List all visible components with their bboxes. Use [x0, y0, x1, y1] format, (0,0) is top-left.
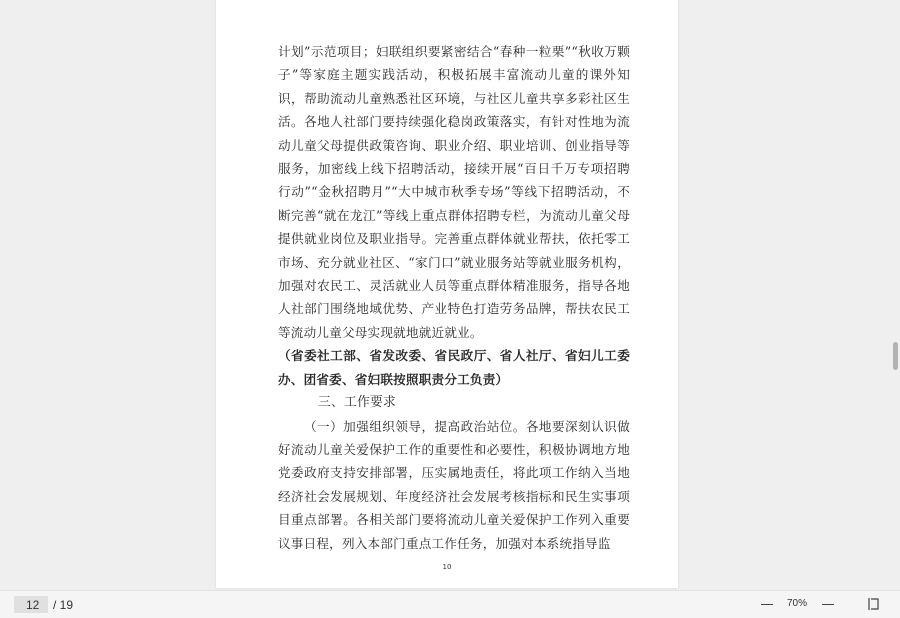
zoom-level: 70%: [787, 598, 808, 609]
vertical-scrollbar[interactable]: [892, 0, 900, 590]
scrollbar-thumb[interactable]: [893, 342, 898, 370]
body-paragraph: 计划”示范项目；妇联组织要紧密结合“春种一粒栗”“秋收万颗子”等家庭主题实践活动，积极拓展丰富流动儿童的课外知识，帮助流动儿童熟悉社区环境，与社区儿童共享多彩社区生活。各地人社部门要持续强化稳岗政策落实，有针对性地为流动儿童父母提供政策咨询、职业介绍、职业培训、创业指导等服务，加密线上线下招聘活动，接续开展“百日千万专项招聘行动”“金秋招聘月”“大中城市秋季专场”等线下招聘活动，不断完善“就在龙江”等线上重点群体招聘专栏，为流动儿童父母提供就业岗位及职业指导。完善重点群体就业帮扶，依托零工市场、充分就业社区、“家门口”就业服务站等就业服务机构，加强对农民工、灵活就业人员等重点群体精准服务，指导各地人社部门围绕地域优势、产业特色打造劳务品牌，帮扶农民工等流动儿童父母实现就地就近就业。: [278, 44, 630, 340]
page-number: 10: [442, 563, 452, 571]
pdf-page: [216, 0, 678, 588]
viewer-toolbar: [0, 590, 900, 618]
section-heading: 三、工作要求: [318, 395, 396, 411]
page-body: [278, 40, 630, 555]
total-pages-label: / 19: [53, 598, 74, 612]
responsibility-note: （省委社工部、省发改委、省民政厅、省人社厅、省妇儿工委办、团省委、省妇联按照职责分工负责）: [278, 348, 630, 387]
zoom-out-button[interactable]: [760, 597, 774, 611]
fit-page-icon[interactable]: [866, 596, 882, 612]
page-number-input[interactable]: [14, 596, 48, 613]
zoom-in-button[interactable]: [821, 597, 835, 611]
body-paragraph: （一）加强组织领导，提高政治站位。各地要深刻认识做好流动儿童关爱保护工作的重要性和必要性，积极协调地方地党委政府支持安排部署，压实属地责任，将此项工作纳入当地经济社会发展规划、年度经济社会发展考核指标和民生实事项目重点部署。各相关部门要将流动儿童关爱保护工作列入重要议事日程，列入本部门重点工作任务，加强对本系统指导监: [278, 418, 630, 551]
